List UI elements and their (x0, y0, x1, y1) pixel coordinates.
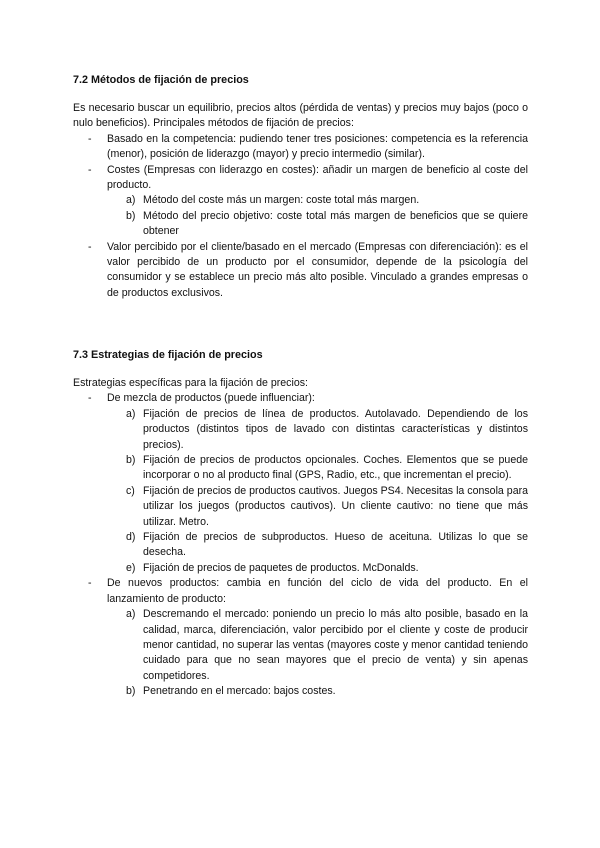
sub-list-text: Fijación de precios de productos cautivos. Juegos PS4. Necesitas la consola para utilizar los juegos (productos cautivos). Un cliente cautivo: no tiene que más utilizar. Metro. (143, 484, 528, 528)
section-body-pricing-strategies (73, 376, 528, 700)
list-item (73, 576, 528, 699)
sub-list-item (107, 484, 528, 530)
sub-list-text: Penetrando en el mercado: bajos costes. (143, 685, 336, 698)
sub-list-marker: a) (126, 407, 136, 420)
list-item-text: Basado en la competencia: pudiendo tener tres posiciones: competencia es la referencia (menor), posición de liderazgo (mayor) y precio intermedio (similar). (107, 132, 528, 161)
pricing-strategies-list (73, 391, 528, 699)
sub-list-marker: b) (126, 209, 136, 222)
sub-list-item (107, 193, 528, 208)
list-item (73, 391, 528, 576)
sub-list-marker: b) (126, 454, 136, 467)
list-item (73, 132, 528, 163)
section-title-pricing-strategies: 7.3 Estrategias de fijación de precios (73, 349, 263, 361)
sub-list-text: Fijación de precios de productos opcionales. Coches. Elementos que se puede incorporar o no al producto final (GPS, Radio, etc., que incrementan el precio). (143, 454, 528, 482)
list-item-text: Valor percibido por el cliente/basado en el mercado (Empresas con diferenciación): es el valor percibido de un producto por el consumidor, depende de la psicología del consumidor y se establece un precio más alto posible. Vinculado a grandes empresas o de productos exclusivos. (107, 240, 528, 299)
list-item (73, 163, 528, 240)
sub-list-item (107, 453, 528, 484)
sub-list-text: Método del precio objetivo: coste total más margen de beneficios que se quiere obtener (143, 209, 528, 238)
list-item-text: De nuevos productos: cambia en función del ciclo de vida del producto. En el lanzamiento de producto: (107, 577, 528, 605)
sub-list-text: Descremando el mercado: poniendo un precio lo más alto posible, basado en la calidad, marca, diferenciación, valor percibido por el cliente y coste de producir menor cantidad, no superar las ventas (mayores coste y menor cantidad teniendo cuidado para que no sean mayores que el precio de venta) y sin apenas competidores. (143, 608, 528, 682)
sub-list-marker: d) (126, 531, 136, 544)
section-intro: Es necesario buscar un equilibrio, precios altos (pérdida de ventas) y precios muy bajos (poco o nulo beneficios). Principales métodos de fijación de precios: (73, 102, 528, 130)
sub-list-item (107, 684, 528, 699)
sub-list-marker: c) (126, 484, 135, 497)
sub-list-marker: a) (126, 194, 136, 207)
list-item-text: Costes (Empresas con liderazgo en costes): añadir un margen de beneficio al coste del producto. (107, 163, 528, 192)
sub-list-marker: e) (126, 561, 136, 574)
sub-list-text: Fijación de precios de línea de productos. Autolavado. Dependiendo de los productos (distintos tipos de lavado con distintas características y distintos precios). (143, 407, 528, 451)
sub-list (107, 193, 528, 239)
sub-list-marker: b) (126, 685, 136, 698)
sub-list-text: Fijación de precios de paquetes de productos. McDonalds. (143, 561, 419, 574)
sub-list-item (107, 607, 528, 684)
sub-list-item (107, 561, 528, 576)
pricing-methods-list (73, 132, 528, 301)
sub-list-item (107, 209, 528, 240)
section-title-pricing-methods: 7.2 Métodos de fijación de precios (73, 74, 249, 86)
sub-list-text: Fijación de precios de subproductos. Hueso de aceituna. Utilizas lo que se desecha. (143, 531, 528, 559)
section-intro: Estrategias específicas para la fijación de precios: (73, 377, 308, 389)
section-body-pricing-methods (73, 101, 528, 301)
sub-list-item (107, 530, 528, 561)
sub-list-text: Método del coste más un margen: coste total más margen. (143, 194, 420, 207)
sub-list-marker: a) (126, 608, 136, 621)
sub-list (107, 407, 528, 576)
sub-list-item (107, 407, 528, 453)
list-item-text: De mezcla de productos (puede influenciar): (107, 392, 315, 405)
sub-list (107, 607, 528, 699)
list-item (73, 240, 528, 302)
